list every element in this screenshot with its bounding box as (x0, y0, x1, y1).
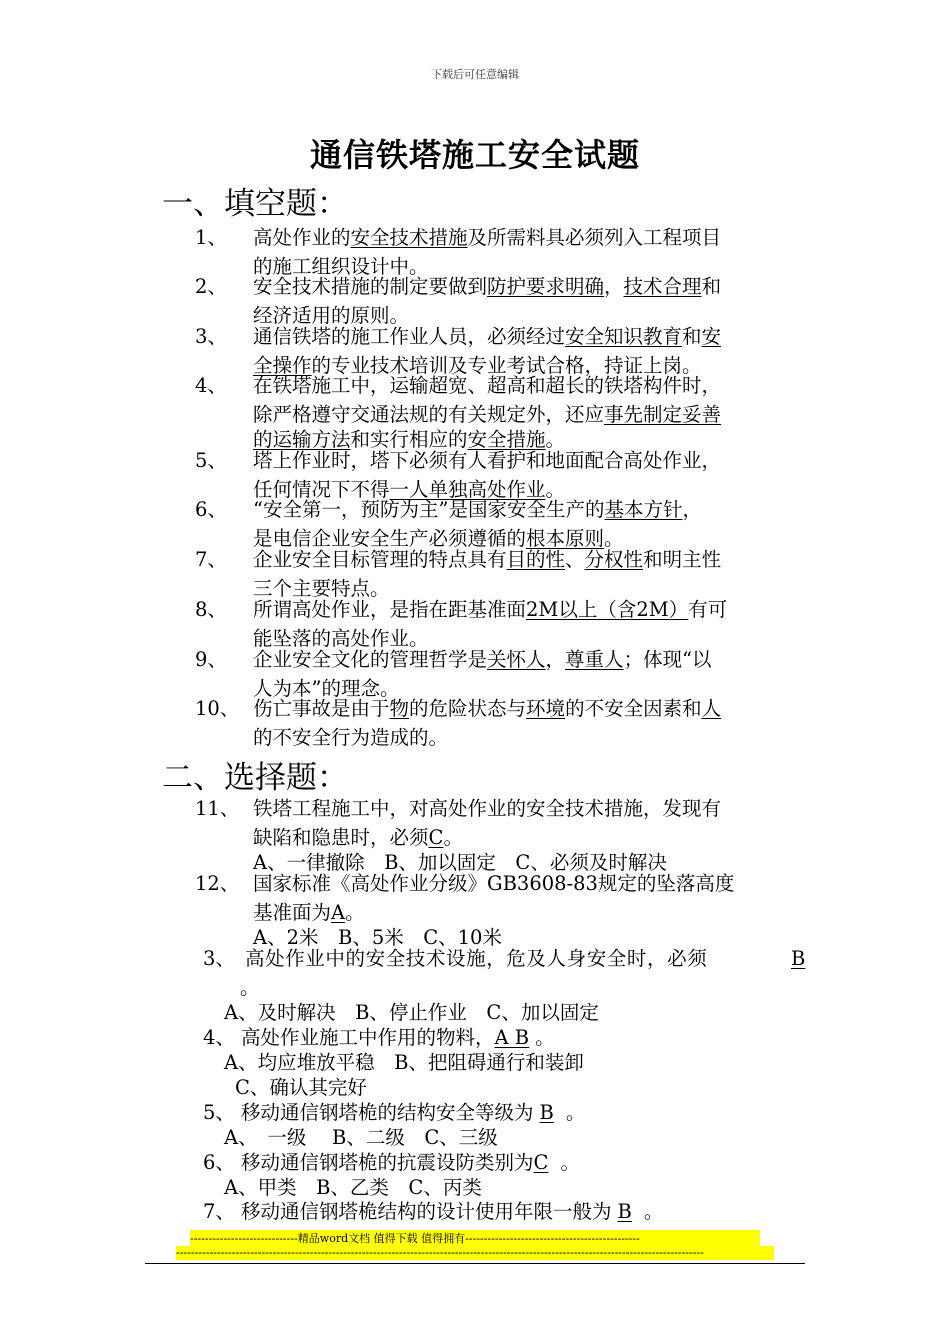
question-11-options: A、一律撤除 B、加以固定 C、必须及时解决 (253, 851, 667, 874)
question-13 (203, 947, 707, 972)
question-14-options: A、均应堆放平稳 B、把阻碍通行和装卸 (224, 1051, 584, 1074)
question-text: 高处作业施工中作用的物料， (241, 1026, 495, 1049)
question-text: 是电信企业安全生产必须遵循的 (253, 527, 527, 550)
question-text: 。 (560, 1151, 580, 1174)
footer-divider (145, 1263, 805, 1264)
question-number: 7、 (195, 548, 227, 571)
answer: A (331, 901, 346, 924)
question-text: 缺陷和隐患时，必须 (253, 826, 429, 849)
question-16-options: A、甲类 B、乙类 C、丙类 (224, 1176, 482, 1199)
question-text: 、 (565, 548, 585, 571)
question-text: 安全技术措施的制定要做到 (253, 275, 488, 298)
answer: 安全措施 (467, 428, 546, 451)
answer: 关怀人 (487, 648, 546, 671)
answer: 目的性 (506, 548, 566, 571)
question-text: 在铁塔施工中，运输超宽、超高和超长的铁塔构件时， (253, 374, 722, 397)
question-text: 高处作业中的安全技术设施，危及人身安全时，必须 (245, 947, 708, 970)
question-9-line-2: 人为本”的理念。 (253, 677, 400, 700)
answer: B (791, 947, 806, 970)
answer: 安 (701, 325, 722, 348)
question-number: 12、 (195, 872, 240, 895)
question-number: 4、 (195, 374, 227, 397)
document-title: 通信铁塔施工安全试题 (309, 136, 640, 174)
question-text: 通信铁塔的施工作业人员，必须经过 (253, 325, 566, 348)
question-3 (195, 325, 721, 350)
question-number: 4、 (203, 1026, 235, 1049)
answer: C (533, 1151, 549, 1174)
question-text: 的不安全因素和 (565, 697, 702, 720)
question-text: 企业安全目标管理的特点具有 (253, 548, 507, 571)
question-13-answer (791, 947, 805, 970)
question-14 (203, 1022, 555, 1050)
answer: 基本方针 (604, 498, 683, 521)
question-text: 伤亡事故是由于 (253, 697, 390, 720)
question-10 (195, 697, 721, 722)
question-12-line-2 (253, 897, 365, 925)
question-text: 和 (682, 325, 702, 348)
header-note: 下载后可任意编辑 (431, 68, 519, 81)
question-number: 5、 (203, 1101, 235, 1124)
question-6 (195, 498, 702, 523)
question-text: ， (545, 648, 566, 671)
question-9 (195, 648, 712, 673)
question-1 (195, 226, 721, 251)
question-text: 。 (643, 1200, 664, 1223)
question-11-line-2 (253, 822, 463, 850)
question-text: 。 (565, 1101, 586, 1124)
section-heading-choice: 二、选择题： (162, 760, 348, 796)
question-12-options: A、2米 B、5米 C、10米 (253, 926, 502, 949)
question-text: 。 (345, 901, 365, 924)
question-number: 5、 (195, 449, 227, 472)
question-text: 及所需料具必须列入工程项目 (467, 226, 722, 249)
question-text: 。 (535, 1026, 555, 1049)
answer: 环境 (526, 697, 566, 720)
question-number: 3、 (203, 947, 235, 970)
question-text: 移动通信钢塔桅的抗震设防类别为 (241, 1151, 534, 1174)
question-number: 6、 (203, 1151, 235, 1174)
question-6-line-2 (253, 523, 624, 551)
question-12 (195, 872, 734, 897)
question-text: 的危险状态与 (409, 697, 527, 720)
question-text: 移动通信钢塔桅的结构安全等级为 (241, 1101, 534, 1124)
question-text: 和 (701, 275, 722, 298)
answer: 一人单独高处作业 (389, 478, 546, 501)
answer: 根本原则 (526, 527, 605, 550)
question-4-line-2 (253, 399, 721, 427)
question-text: 。 (604, 527, 624, 550)
question-number: 6、 (195, 498, 227, 521)
question-text: 有可 (688, 598, 728, 621)
question-text: 。 (545, 478, 566, 501)
answer: 尊重人 (565, 648, 624, 671)
question-text: 。 (545, 428, 566, 451)
question-16 (203, 1147, 580, 1175)
answer: C (428, 826, 444, 849)
question-2-line-2: 经济适用的原则。 (253, 304, 410, 327)
question-text: 高处作业的 (253, 226, 351, 249)
question-text: 国家标准《高处作业分级》GB3608-83规定的坠落高度 (253, 872, 735, 895)
question-5 (195, 449, 721, 474)
answer: 分权性 (584, 548, 644, 571)
question-11 (195, 797, 721, 822)
question-text: 基准面为 (253, 901, 332, 924)
question-number: 3、 (195, 325, 227, 348)
answer: 事先制定妥善 (604, 403, 722, 426)
question-13-options: A、及时解决 B、停止作业 C、加以固定 (224, 1001, 599, 1024)
question-text: 铁塔工程施工中，对高处作业的安全技术措施，发现有 (253, 797, 722, 820)
question-number: 1、 (195, 226, 227, 249)
question-text: “安全第一，预防为主”是国家安全生产的 (253, 498, 605, 521)
question-2 (195, 275, 721, 300)
question-number: 8、 (195, 598, 227, 621)
answer: 2M以上（含2M） (526, 598, 689, 621)
section-heading-fill-in: 一、填空题： (162, 186, 348, 222)
question-1-line-2: 的施工组织设计中。 (253, 255, 429, 278)
question-text: 任何情况下不得 (253, 478, 390, 501)
answer: 的运输方法 (253, 428, 351, 451)
question-text: 和实行相应的 (350, 428, 468, 451)
question-text: 塔上作业时，塔下必须有人看护和地面配合高处作业， (253, 449, 722, 472)
question-number: 10、 (195, 697, 240, 720)
question-text: 的专业技术培训及专业考试合格，持证上岗。 (311, 354, 702, 377)
question-text: 所谓高处作业，是指在距基准面 (253, 598, 527, 621)
question-number: 7、 (203, 1200, 235, 1223)
answer: 物 (389, 697, 410, 720)
question-text: ， (682, 498, 702, 521)
answer: 人 (701, 697, 722, 720)
question-15-options: A、 一级 B、二级 C、三级 (224, 1126, 498, 1149)
answer: B (539, 1101, 554, 1124)
question-text: ；体现“以 (623, 648, 712, 671)
answer: 防护要求明确 (487, 275, 605, 298)
question-8-line-2: 能坠落的高处作业。 (253, 627, 429, 650)
question-7 (195, 548, 721, 573)
question-text: 除严格遵守交通法规的有关规定外，还应 (253, 403, 605, 426)
question-text: 移动通信钢塔桅结构的设计使用年限一般为 (241, 1200, 612, 1223)
answer: 技术合理 (623, 275, 702, 298)
question-13-line-2: 。 (240, 976, 260, 999)
question-8 (195, 598, 727, 623)
question-text: 。 (443, 826, 463, 849)
question-4-line-3 (253, 424, 565, 452)
answer: B (617, 1200, 632, 1223)
question-17 (203, 1196, 663, 1224)
question-text: 和明主性 (643, 548, 722, 571)
question-7-line-2: 三个主要特点。 (253, 577, 390, 600)
question-10-line-2: 的不安全行为造成的。 (253, 726, 449, 749)
answer: 安全知识教育 (565, 325, 683, 348)
question-4 (195, 374, 721, 399)
answer: 全操作 (253, 354, 312, 377)
question-14-options-2: C、确认其完好 (235, 1076, 367, 1099)
footer-banner-rule: ---------------------------------------------------------------------------------------------------------------------------------------------- (176, 1246, 774, 1260)
question-text: ， (604, 275, 624, 298)
question-15 (203, 1097, 585, 1125)
footer-banner: -----------------------------精品word文档 值得下载 值得拥有----------------------------------------------- (190, 1230, 760, 1247)
question-number: 2、 (195, 275, 227, 298)
question-text: 企业安全文化的管理哲学是 (253, 648, 488, 671)
answer: 安全技术措施 (350, 226, 468, 249)
question-number: 9、 (195, 648, 227, 671)
answer: A B (494, 1026, 530, 1049)
question-number: 11、 (195, 797, 240, 820)
